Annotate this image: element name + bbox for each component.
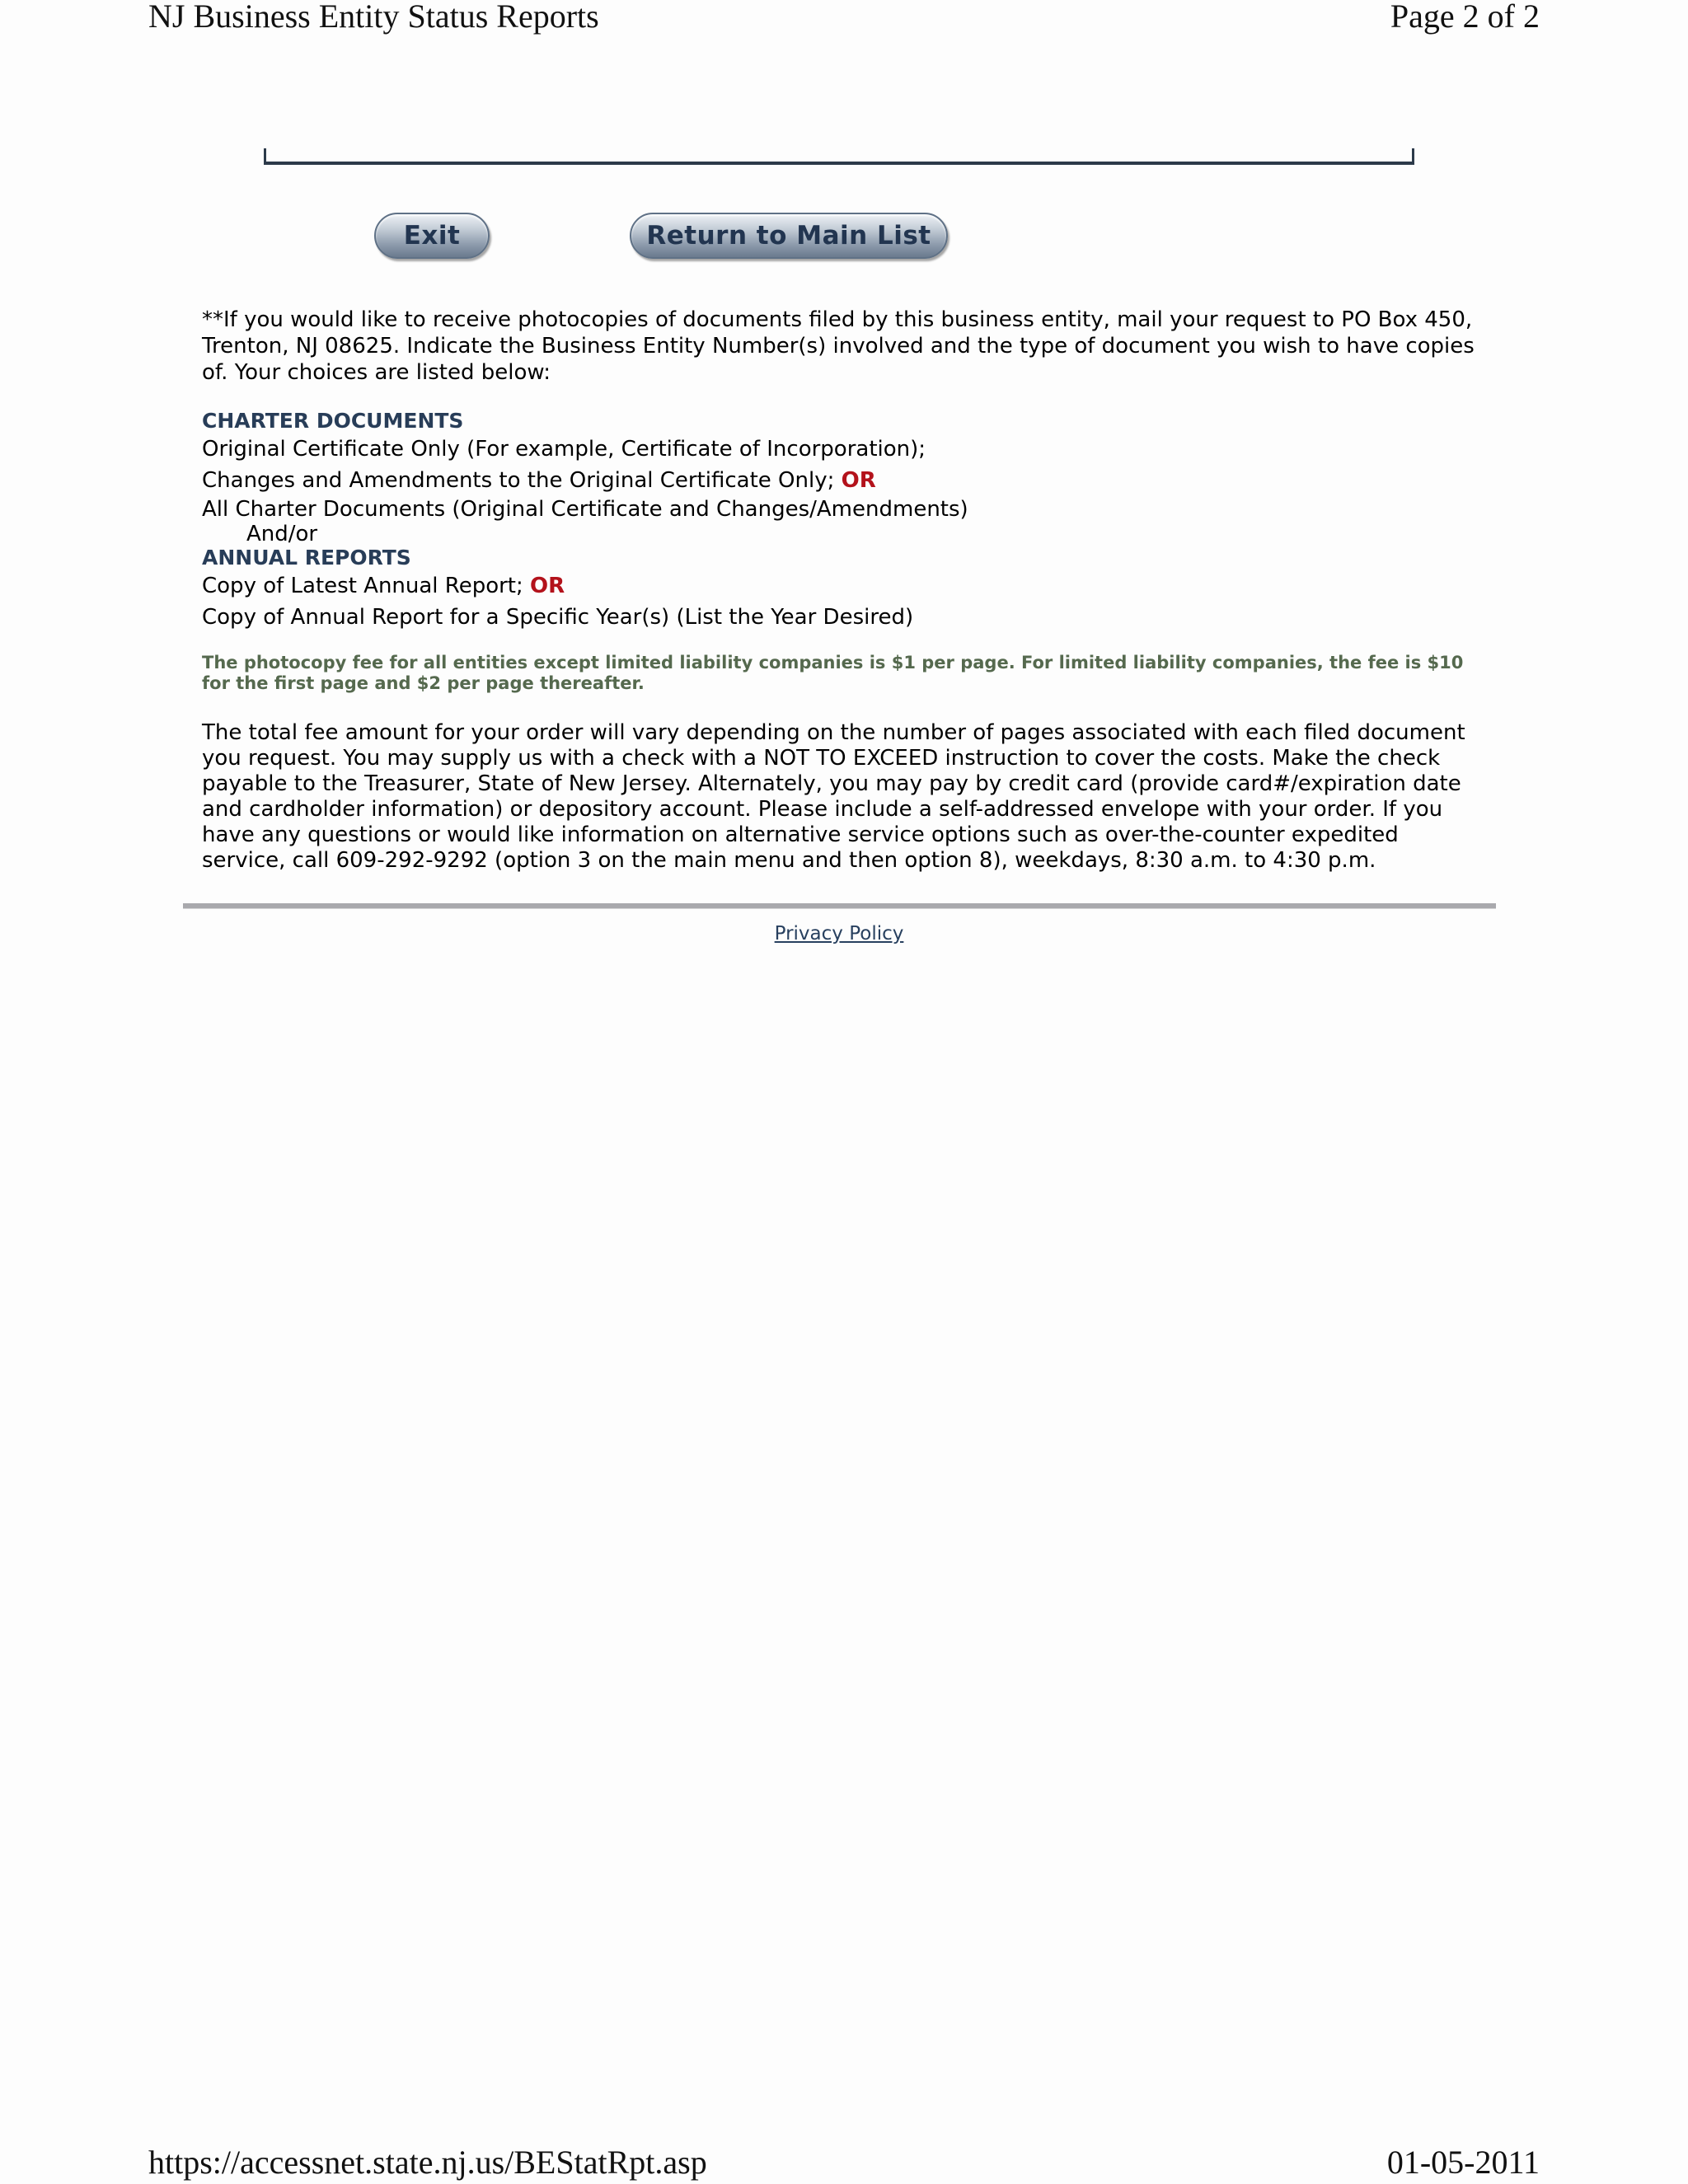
print-footer-url: https://accessnet.state.nj.us/BEStatRpt.asp — [148, 2144, 707, 2181]
exit-button[interactable]: Exit — [374, 213, 490, 259]
charter-item-all-documents: All Charter Documents (Original Certificate and Changes/Amendments) — [202, 497, 968, 522]
annual-item-latest-text: Copy of Latest Annual Report; — [202, 574, 523, 598]
annual-reports-heading: ANNUAL REPORTS — [202, 546, 411, 569]
annual-item-latest-report — [202, 570, 1479, 602]
or-label: OR — [530, 574, 565, 598]
annual-item-specific-year: Copy of Annual Report for a Specific Year(s) (List the Year Desired) — [202, 605, 914, 630]
and-or-label: And/or — [246, 522, 318, 546]
charter-documents-heading: CHARTER DOCUMENTS — [202, 409, 464, 433]
photocopy-info-section — [202, 307, 1479, 874]
print-header-title: NJ Business Entity Status Reports — [148, 0, 599, 35]
photocopy-fee-note: The photocopy fee for all entities except limited liability companies is $1 per page. For limited liability companies, the fee is $10 for the first page and $2 per page thereafter. — [202, 653, 1464, 693]
report-frame-bottom-border — [264, 148, 1414, 165]
print-footer — [148, 2143, 1540, 2182]
total-fee-paragraph: The total fee amount for your order will vary depending on the number of pages associated with each filed document you request. You may supply us with a check with a NOT TO EXCEED instruction to cover the costs. Make the check payable to the Treasurer, State of New Jersey. Alternately, you may pay by credit card (provide card#/expiration date and cardholder information) or depository account. Please include a self-addressed envelope with your order. If you have any questions or would like information on alternative service options such as over-the-counter expedited service, call 609-292-9292 (option 3 on the main menu and then option 8), weekdays, 8:30 a.m. to 4:30 p.m. — [202, 720, 1465, 873]
or-label: OR — [841, 468, 876, 493]
return-to-main-list-button[interactable]: Return to Main List — [630, 213, 948, 259]
print-footer-date: 01-05-2011 — [1386, 2144, 1540, 2181]
footer-divider — [183, 903, 1496, 909]
privacy-policy-link[interactable]: Privacy Policy — [774, 923, 904, 944]
photocopy-intro-text: **If you would like to receive photocopies of documents filed by this business entity, mail your request to PO Box 450, Trenton, NJ 08625. Indicate the Business Entity Number(s) involved and the type of document you wish to have copies of. Your choices are listed below: — [202, 307, 1475, 385]
charter-item-original-certificate: Original Certificate Only (For example, Certificate of Incorporation); — [202, 437, 926, 462]
print-header — [148, 0, 1540, 35]
print-header-page-number: Page 2 of 2 — [1390, 0, 1540, 35]
privacy-footer — [0, 923, 1678, 944]
charter-item-changes-amendments — [202, 465, 1479, 496]
charter-item-changes-text: Changes and Amendments to the Original Certificate Only; — [202, 468, 835, 493]
